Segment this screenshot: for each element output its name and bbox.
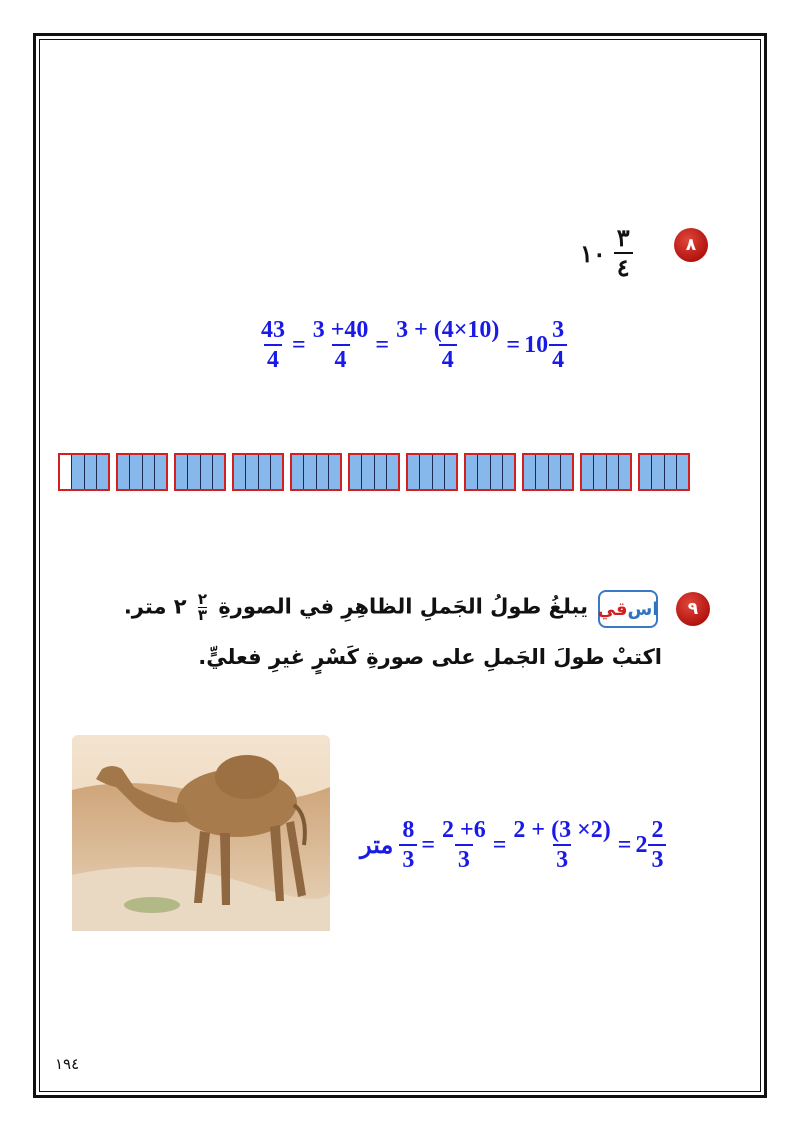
- shaded-part: [478, 455, 490, 489]
- question-9-line-1: [124, 592, 588, 623]
- shaded-part: [549, 455, 561, 489]
- shaded-part: [155, 455, 166, 489]
- q9-frac1-numerator: 8: [402, 817, 415, 843]
- shaded-part: [387, 455, 398, 489]
- equals-sign: =: [617, 831, 632, 858]
- desert-shrub: [124, 897, 180, 913]
- shaded-part: [491, 455, 503, 489]
- shaded-part: [304, 455, 316, 489]
- q8-frac-improper: [258, 318, 288, 372]
- shaded-part: [259, 455, 271, 489]
- fraction-unit: [522, 453, 574, 491]
- q8-frac1-denominator: 4: [264, 344, 282, 372]
- equals-sign: =: [492, 831, 507, 858]
- question-8-number: ٨: [685, 235, 697, 255]
- q9-frac-expression: [510, 818, 613, 872]
- q9-frac2-denominator: 3: [455, 844, 473, 872]
- fraction-unit: [116, 453, 168, 491]
- shaded-part: [375, 455, 387, 489]
- q9-line1-text: يبلغُ طولُ الجَملِ الظاهِرِ في الصورةِ: [218, 594, 588, 619]
- shaded-part: [329, 455, 340, 489]
- shaded-part: [72, 455, 84, 489]
- shaded-part: [143, 455, 155, 489]
- camel-hump: [215, 755, 279, 799]
- shaded-part: [188, 455, 200, 489]
- q8-mixed-whole: 10: [524, 331, 549, 358]
- q8-mixed-denominator: 4: [549, 344, 567, 372]
- fraction-model-bars: [58, 453, 690, 491]
- q8-mixed-fraction: [549, 318, 567, 372]
- fraction-unit: [464, 453, 516, 491]
- shaded-part: [652, 455, 664, 489]
- q8-frac3-numerator: 3 + (4×10): [396, 317, 500, 343]
- q8-value-whole: ١٠: [580, 238, 606, 268]
- equals-sign: =: [375, 331, 390, 358]
- equals-sign: =: [421, 831, 436, 858]
- measurement-tag: [598, 590, 658, 628]
- q9-frac3-denominator: 3: [553, 844, 571, 872]
- shaded-part: [85, 455, 97, 489]
- q9-inline-denominator: ٣: [197, 606, 208, 624]
- q9-frac-sum: [439, 818, 489, 872]
- unshaded-part: [60, 455, 72, 489]
- shaded-part: [317, 455, 329, 489]
- shaded-part: [619, 455, 630, 489]
- question-8-mixed-number: [580, 223, 633, 282]
- q8-frac-expression: [393, 318, 502, 372]
- q9-mixed-numerator: 2: [651, 817, 664, 843]
- shaded-part: [503, 455, 514, 489]
- equals-sign: =: [292, 331, 306, 358]
- q9-unit-label: متر: [360, 832, 394, 859]
- shaded-part: [433, 455, 445, 489]
- page-border-inner: [39, 39, 761, 1092]
- shaded-part: [213, 455, 224, 489]
- q9-mixed-whole: 2: [635, 831, 648, 858]
- shaded-part: [582, 455, 594, 489]
- q9-inline-fraction: [198, 592, 207, 623]
- q9-frac2-numerator: 2 +6: [442, 817, 486, 843]
- shaded-part: [408, 455, 420, 489]
- q9-mixed-denominator: 3: [648, 844, 666, 872]
- shaded-part: [246, 455, 258, 489]
- shaded-part: [524, 455, 536, 489]
- shaded-part: [594, 455, 606, 489]
- q9-line2-text: اكتبْ طولَ الجَملِ على صورةِ كَسْرٍ غيرِ فعليٍّ.: [198, 645, 662, 669]
- shaded-part: [292, 455, 304, 489]
- q8-frac1-numerator: 43: [261, 317, 285, 343]
- q9-inline-numerator: ٢: [197, 590, 208, 608]
- shaded-part: [118, 455, 130, 489]
- page-number: ١٩٤: [55, 1055, 80, 1073]
- shaded-part: [97, 455, 108, 489]
- q9-frac1-denominator: 3: [399, 844, 417, 872]
- shaded-part: [130, 455, 142, 489]
- shaded-part: [640, 455, 652, 489]
- fraction-unit: [580, 453, 632, 491]
- question-8-badge: [674, 228, 708, 262]
- shaded-part: [677, 455, 688, 489]
- q8-frac2-denominator: 4: [332, 344, 350, 372]
- q9-line1-end: ٢ متر.: [123, 594, 187, 619]
- fraction-unit: [290, 453, 342, 491]
- shaded-part: [201, 455, 213, 489]
- q8-frac3-denominator: 4: [439, 344, 457, 372]
- question-9-badge: [676, 592, 710, 626]
- shaded-part: [420, 455, 432, 489]
- q9-frac-improper: [399, 818, 417, 872]
- q8-mixed-numerator: 3: [552, 317, 565, 343]
- q9-mixed-fraction: [648, 818, 666, 872]
- question-9-solution: [360, 818, 666, 872]
- shaded-part: [234, 455, 246, 489]
- fraction-unit: [348, 453, 400, 491]
- shaded-part: [362, 455, 374, 489]
- shaded-part: [271, 455, 282, 489]
- question-9-line-2: [198, 645, 662, 669]
- question-8-solution: [258, 318, 567, 372]
- fraction-unit: [232, 453, 284, 491]
- shaded-part: [466, 455, 478, 489]
- shaded-part: [176, 455, 188, 489]
- tag-accent-text: قي: [597, 598, 628, 620]
- equals-sign: =: [506, 331, 521, 358]
- camel-photo: [72, 735, 330, 931]
- shaded-part: [607, 455, 619, 489]
- fraction-unit: [174, 453, 226, 491]
- q8-value-fraction: [614, 223, 633, 282]
- fraction-unit: [58, 453, 110, 491]
- fraction-unit: [638, 453, 690, 491]
- shaded-part: [350, 455, 362, 489]
- shaded-part: [561, 455, 572, 489]
- q8-frac-sum: [310, 318, 372, 372]
- q8-value-denominator: ٤: [614, 252, 633, 280]
- q8-frac2-numerator: 3 +40: [312, 317, 369, 343]
- shaded-part: [445, 455, 456, 489]
- q8-value-numerator: ٣: [616, 223, 630, 252]
- q9-frac3-numerator: 2 + (3 ×2): [513, 817, 611, 843]
- tag-rest-text: اس: [627, 598, 659, 620]
- shaded-part: [665, 455, 677, 489]
- question-9-number: ٩: [687, 599, 699, 619]
- shaded-part: [536, 455, 548, 489]
- fraction-unit: [406, 453, 458, 491]
